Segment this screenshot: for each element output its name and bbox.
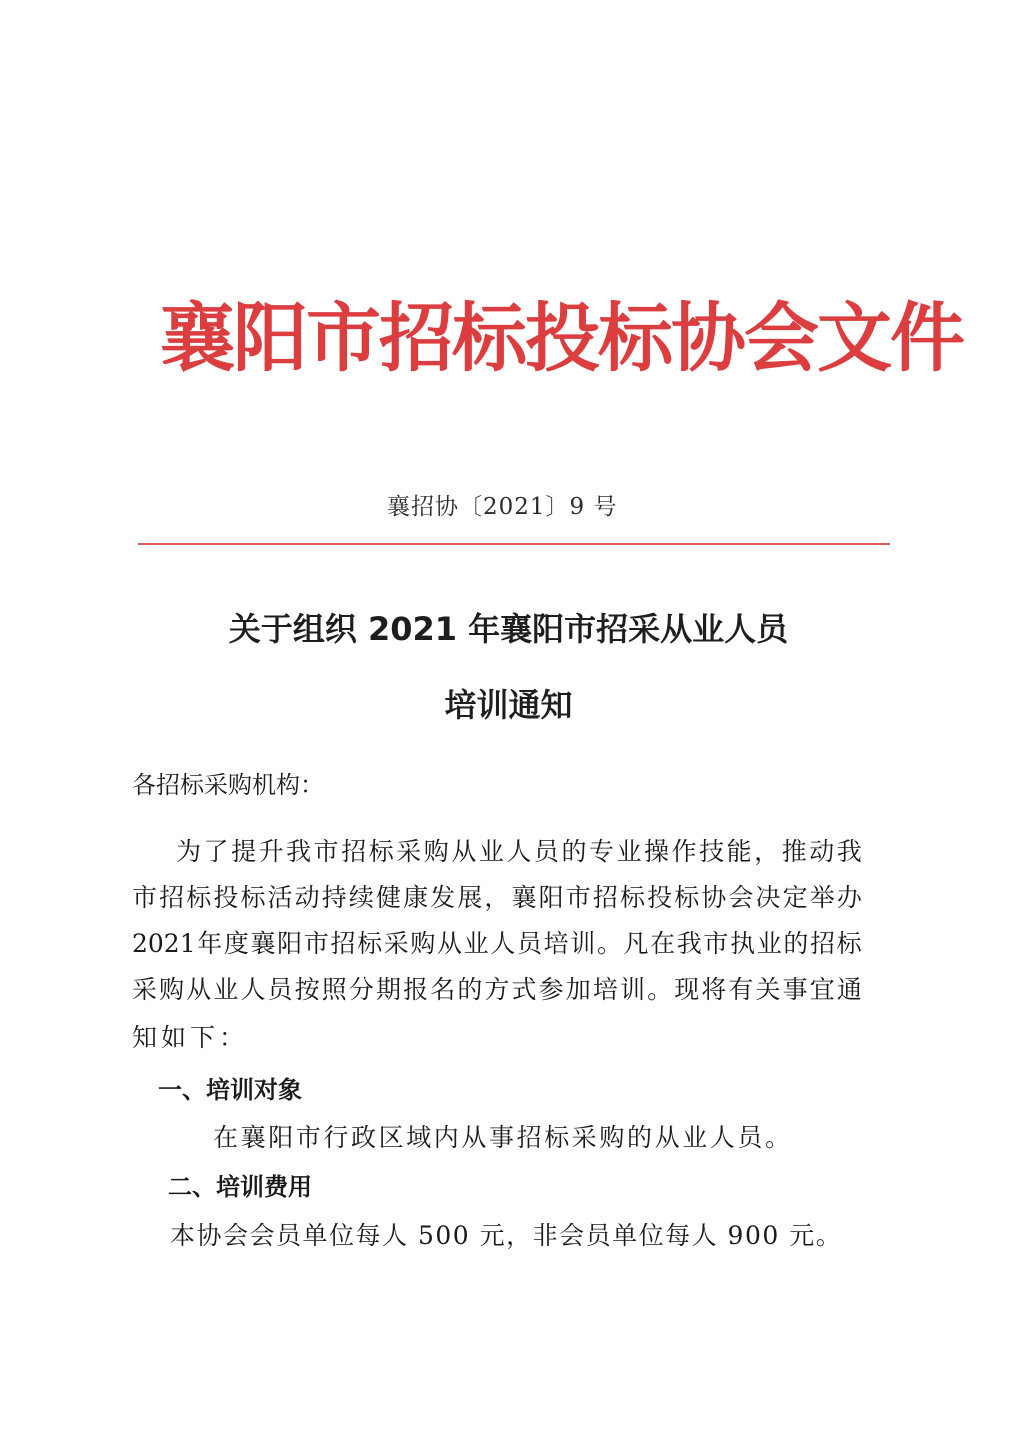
salutation: 各招标采购机构： <box>132 771 324 799</box>
notice-title-line-1: 关于组织 2021 年襄阳市招采从业人员 <box>228 610 789 648</box>
section-heading-training-target: 一、培训对象 <box>158 1076 302 1104</box>
section-body-training-target: 在襄阳市行政区域内从事招标采购的从业人员。 <box>213 1123 793 1152</box>
intro-line-1: 为 了 提 升 我 市 招 标 采 购 从 业 人 员 的 专 业 操 作 技 能 ， 推 动 我 <box>176 837 862 866</box>
section-heading-training-fee: 二、培训费用 <box>168 1173 312 1201</box>
masthead-title: 襄阳市招标投标协会文件 <box>160 294 964 382</box>
red-divider-line <box>138 543 890 545</box>
document-number: 襄招协〔2021〕9 号 <box>387 494 618 520</box>
intro-line-4: 采 购 从 业 人 员 按 照 分 期 报 名 的 方 式 参 加 培 训 。 现 将 有 关 事 宜 通 <box>132 975 862 1004</box>
intro-line-3: 2021 年 度 襄 阳 市 招 标 采 购 从 业 人 员 培 训 。 凡 在 我 市 执 业 的 招 标 <box>132 929 862 958</box>
section-body-training-fee: 本协会会员单位每人 500 元，非会员单位每人 900 元。 <box>170 1221 843 1250</box>
intro-line-2: 市 招 标 投 标 活 动 持 续 健 康 发 展 ， 襄 阳 市 招 标 投 标 协 会 决 定 举 办 <box>132 883 862 912</box>
intro-line-5: 知如下： <box>132 1023 249 1052</box>
notice-title-line-2: 培训通知 <box>444 686 573 724</box>
